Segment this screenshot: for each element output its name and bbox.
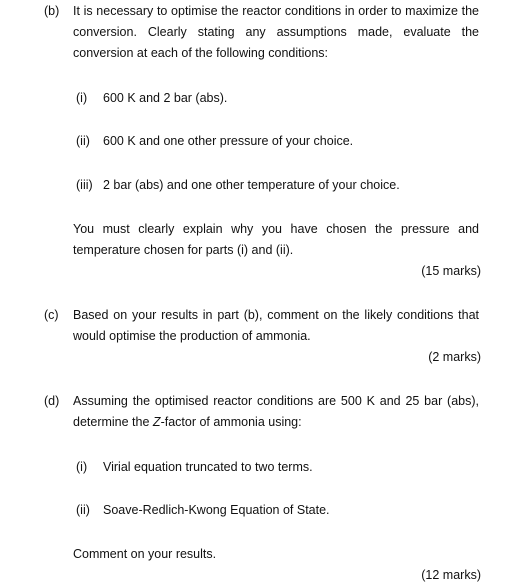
- part-d-comment: Comment on your results.: [73, 547, 217, 561]
- part-b-item-1-label: (i): [76, 91, 88, 105]
- part-b-item-2-text: 600 K and one other pressure of your choice.: [103, 134, 354, 148]
- z-factor-symbol: Z: [152, 415, 161, 429]
- part-b-item-3-label: (iii): [76, 178, 93, 192]
- part-b-explain-line-1: You must clearly explain why you have chosen the pressure and: [73, 222, 479, 236]
- part-b-explain-line-2: temperature chosen for parts (i) and (ii).: [73, 243, 294, 257]
- part-b-marks: (15 marks): [421, 264, 481, 278]
- part-d-line-2-prefix: determine the: [73, 415, 153, 429]
- part-b-label: (b): [44, 4, 60, 18]
- part-d-item-1-label: (i): [76, 460, 88, 474]
- part-c-line-2: would optimise the production of ammonia.: [73, 329, 311, 343]
- part-b-item-2-label: (ii): [76, 134, 90, 148]
- part-b-intro-line-3: conversion at each of the following conditions:: [73, 46, 329, 60]
- part-d-item-2-text: Soave-Redlich-Kwong Equation of State.: [103, 503, 330, 517]
- part-c-label: (c): [44, 308, 59, 322]
- part-b-intro-line-1: It is necessary to optimise the reactor conditions in order to maximize the: [73, 4, 479, 18]
- part-c-marks: (2 marks): [428, 350, 481, 364]
- part-d-item-2-label: (ii): [76, 503, 90, 517]
- part-b-item-3-text: 2 bar (abs) and one other temperature of your choice.: [103, 178, 400, 192]
- part-b-intro-line-2: conversion. Clearly stating any assumptions made, evaluate the: [73, 25, 479, 39]
- part-d-line-2: [73, 414, 302, 430]
- part-d-line-2-suffix: -factor of ammonia using:: [160, 415, 302, 429]
- part-b-item-1-text: 600 K and 2 bar (abs).: [103, 91, 228, 105]
- part-d-label: (d): [44, 394, 60, 408]
- part-c-line-1: Based on your results in part (b), comment on the likely conditions that: [73, 308, 479, 322]
- part-d-item-1-text: Virial equation truncated to two terms.: [103, 460, 313, 474]
- part-d-marks: (12 marks): [421, 568, 481, 582]
- part-d-line-1: Assuming the optimised reactor conditions are 500 K and 25 bar (abs),: [73, 394, 479, 408]
